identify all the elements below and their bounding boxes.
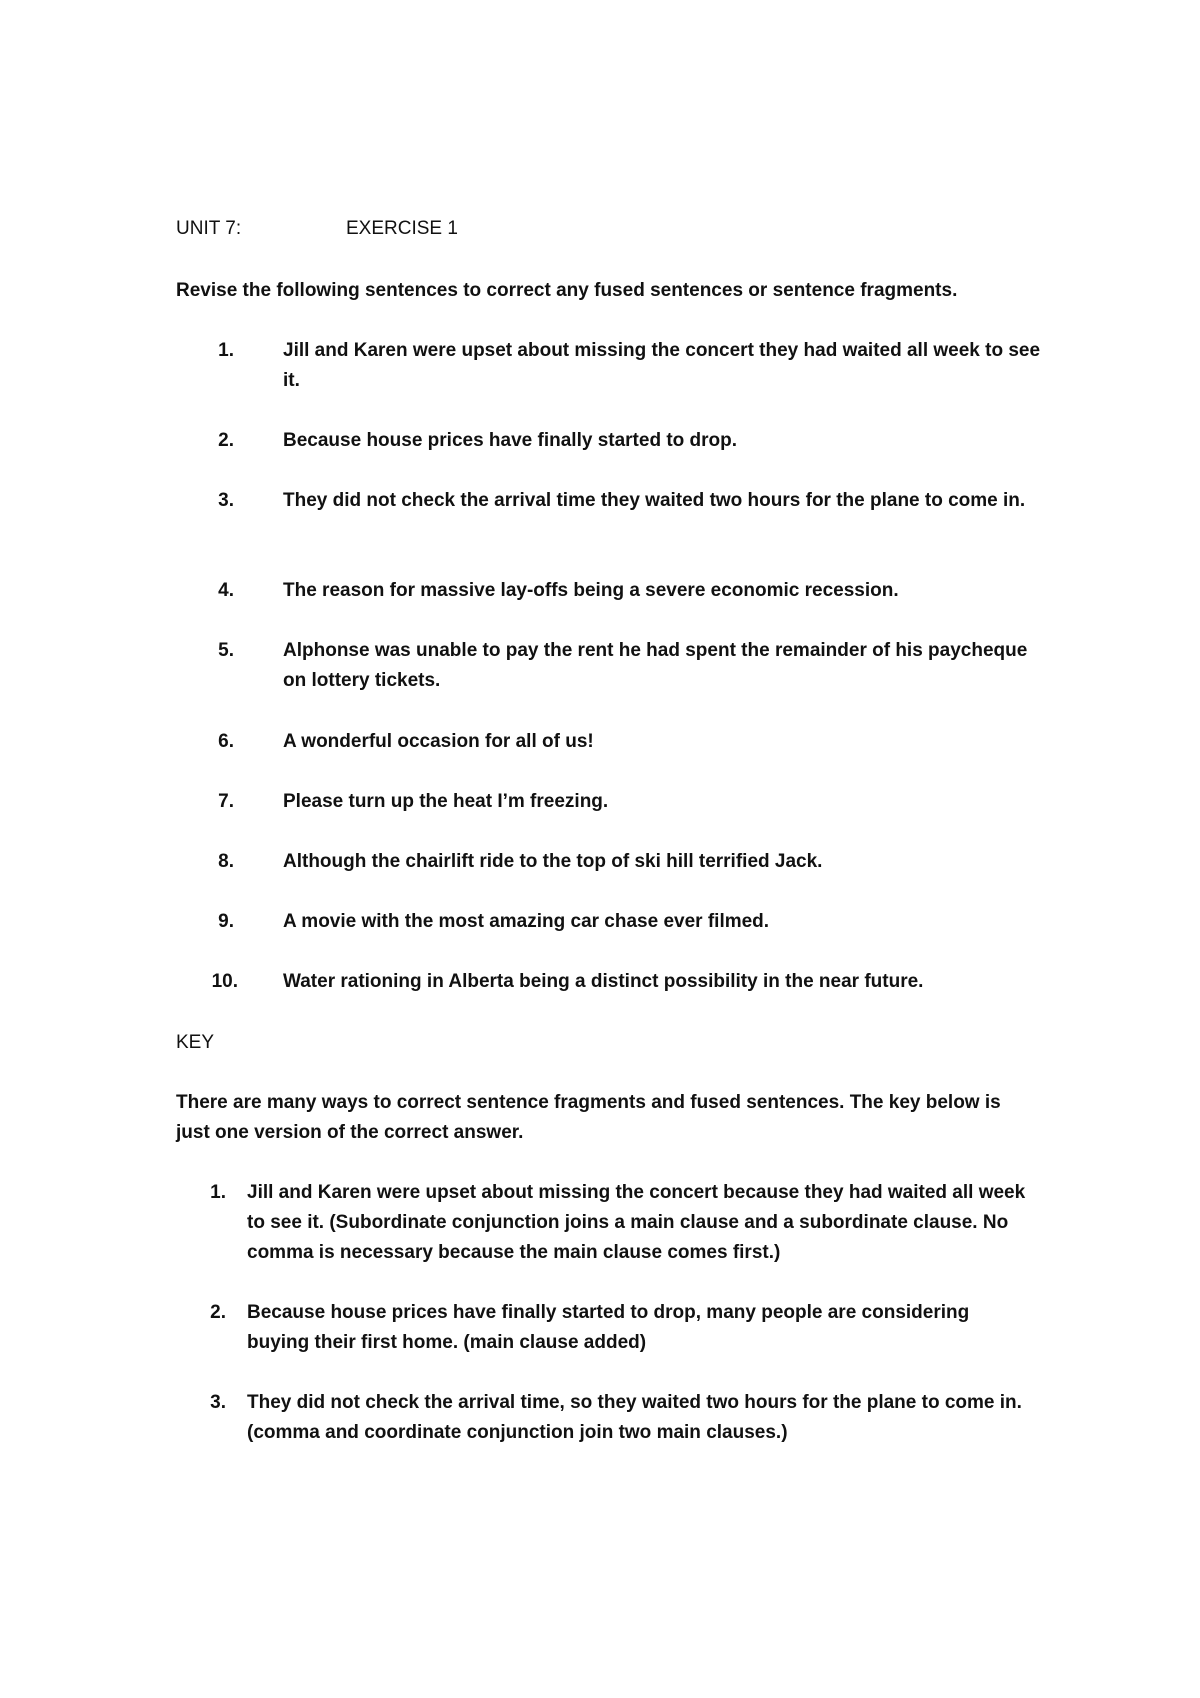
exercise-item-number: 8. (218, 851, 234, 872)
exercise-item-number: 5. (218, 640, 234, 661)
key-item-text: Jill and Karen were upset about missing the concert because they had waited all week to see it. (Subordinate conjunction joins a main clause and a subordinate clause. No comma is necessary because the main clause comes first.) (247, 1182, 1026, 1263)
key-item-number: 1. (210, 1182, 226, 1203)
exercise-item-number: 4. (218, 580, 234, 601)
exercise-item-text: The reason for massive lay-offs being a severe economic recession. (283, 580, 899, 601)
exercise-item-number: 6. (218, 731, 234, 752)
exercise-item-text: A movie with the most amazing car chase ever filmed. (283, 911, 770, 932)
exercise-item-number: 10. (211, 971, 238, 992)
key-item-text: Because house prices have finally started to drop, many people are considering buying their first home. (main clause added) (247, 1302, 970, 1353)
exercise-item-number: 3. (218, 490, 234, 511)
key-heading: KEY (176, 1032, 215, 1053)
exercise-item-text: Please turn up the heat I’m freezing. (283, 791, 609, 812)
exercise-item-text: Although the chairlift ride to the top of ski hill terrified Jack. (283, 851, 823, 872)
key-item-number: 2. (210, 1302, 226, 1323)
key-intro: There are many ways to correct sentence fragments and fused sentences. The key below is just one version of the correct answer. (176, 1092, 1001, 1143)
instructions: Revise the following sentences to correct any fused sentences or sentence fragments. (176, 280, 958, 301)
exercise-item-text: Because house prices have finally started to drop. (283, 430, 738, 451)
exercise-item-number: 9. (218, 911, 234, 932)
exercise-label: EXERCISE 1 (346, 218, 458, 239)
key-item-number: 3. (210, 1392, 226, 1413)
unit-label: UNIT 7: (176, 218, 242, 239)
exercise-item-text: Jill and Karen were upset about missing the concert they had waited all week to see it. (283, 340, 1041, 391)
key-item-text: They did not check the arrival time, so they waited two hours for the plane to come in. (comma and coordinate conjunction join two main clauses.) (247, 1392, 1022, 1443)
exercise-item-number: 1. (218, 340, 234, 361)
exercise-item-number: 7. (218, 791, 234, 812)
exercise-item-text: Alphonse was unable to pay the rent he had spent the remainder of his paycheque on lottery tickets. (283, 640, 1028, 691)
exercise-item-text: Water rationing in Alberta being a distinct possibility in the near future. (283, 971, 924, 992)
exercise-item-text: They did not check the arrival time they waited two hours for the plane to come in. (283, 490, 1026, 511)
exercise-item-number: 2. (218, 430, 234, 451)
exercise-item-text: A wonderful occasion for all of us! (283, 731, 594, 752)
